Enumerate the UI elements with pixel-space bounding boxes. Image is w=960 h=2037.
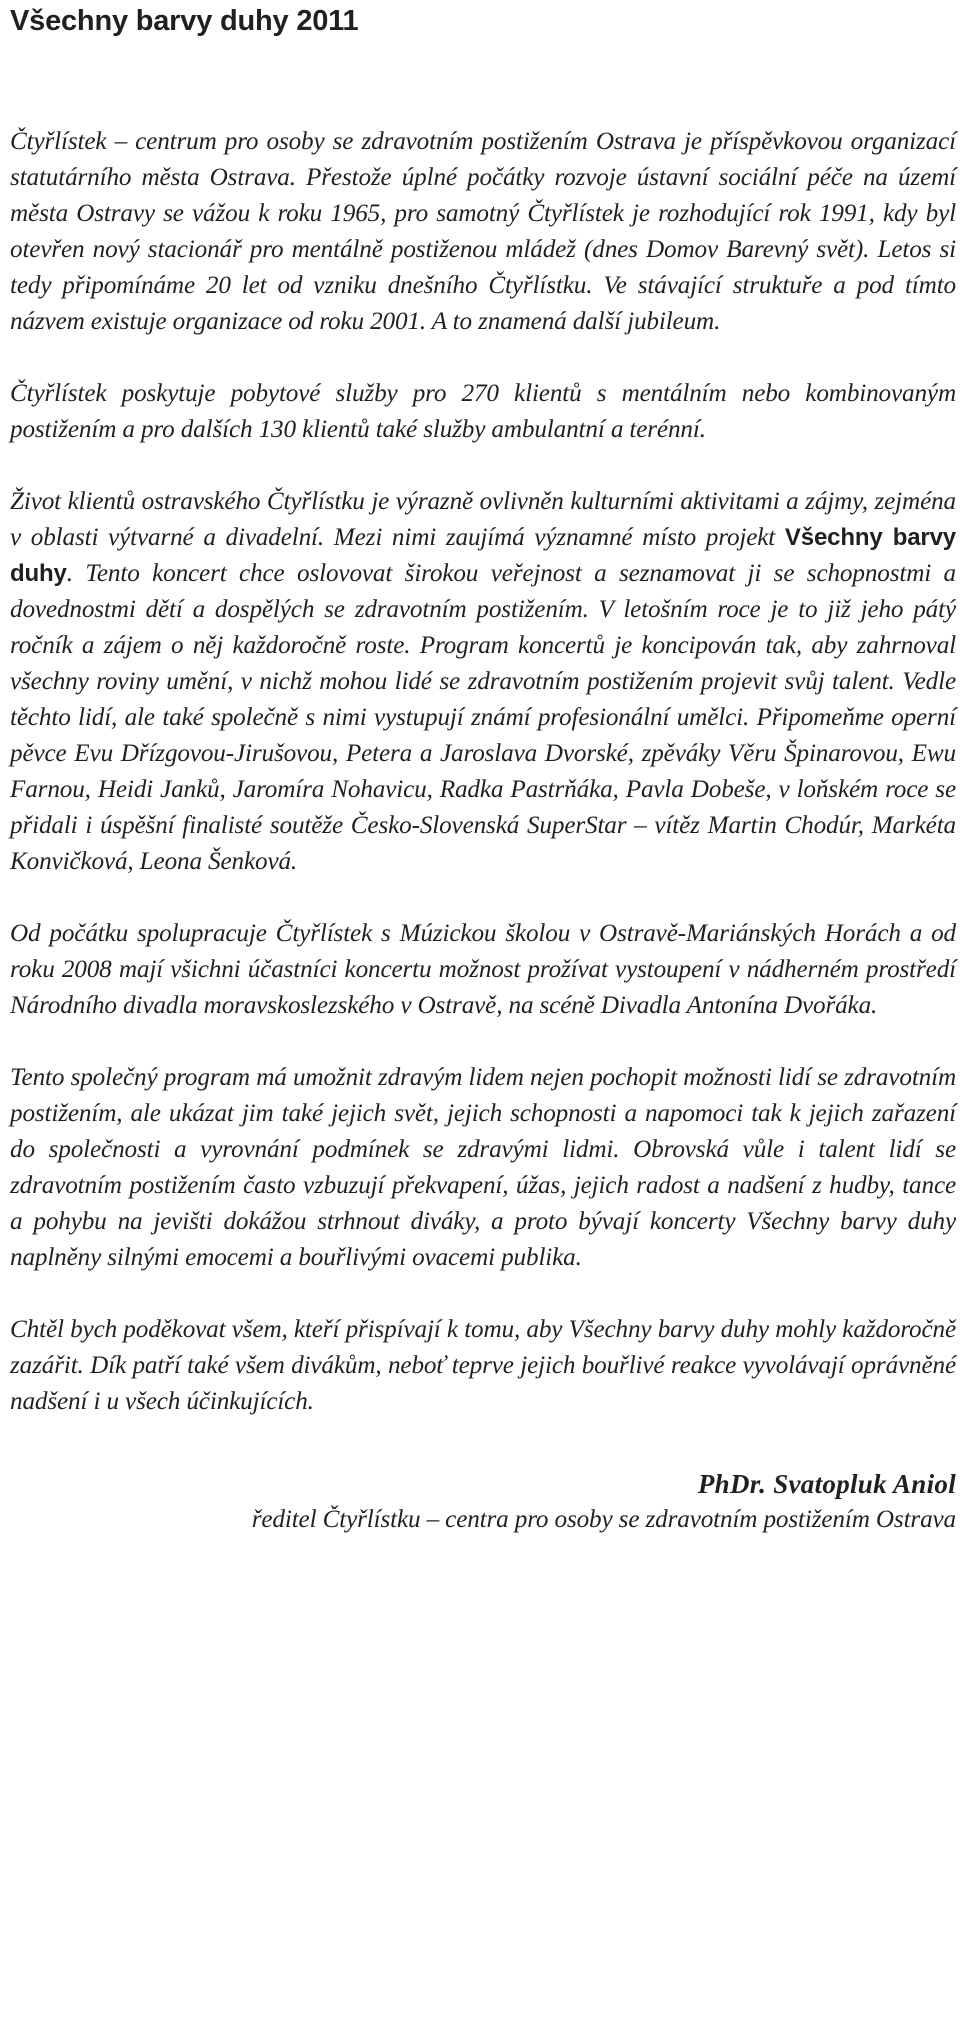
paragraph-concert-intro: Život klientů ostravského Čtyřlístku je výrazně ovlivněn kulturními aktivitami a zájmy, zejména v oblasti výtvarné a divadelní. Mezi nimi zaujímá významné místo projekt (10, 488, 956, 551)
paragraph-services: Čtyřlístek poskytuje pobytové služby pro 270 klientů s mentálním nebo kombinovaným postižením a pro dalších 130 klientů také služby ambulantní a terénní. (10, 380, 956, 443)
paragraph-thanks: Chtěl bych poděkovat všem, kteří přispívají k tomu, aby Všechny barvy duhy mohly každoročně zazářit. Dík patří také všem divákům, neboť teprve jejich bouřlivé reakce vyvolávají oprávněné nadšení i u všech účinkujících. (10, 1316, 956, 1415)
paragraph-concert (10, 484, 956, 880)
paragraph-cooperation: Od počátku spolupracuje Čtyřlístek s Múzickou školou v Ostravě-Mariánských Horách a od roku 2008 mají všichni účastníci koncertu možnost prožívat vystoupení v nádherném prostředí Národního divadla moravskoslezského v Ostravě, na scéně Divadla Antonína Dvořáka. (10, 920, 956, 1019)
paragraph-history: Čtyřlístek – centrum pro osoby se zdravotním postižením Ostrava je příspěvkovou organizací statutárního města Ostrava. Přestože úplné počátky rozvoje ústavní sociální péče na území města Ostravy se vážou k roku 1965, pro samotný Čtyřlístek je rozhodující rok 1991, kdy byl otevřen nový stacionář pro mentálně postiženou mládež (dnes Domov Barevný svět). Letos si tedy připomínáme 20 let od vzniku dnešního Čtyřlístku. Ve stávající struktuře a pod tímto názvem existuje organizace od roku 2001. A to znamená další jubileum. (10, 128, 956, 335)
document-title: Všechny barvy duhy 2011 (10, 5, 359, 37)
signature-name: PhDr. Svatopluk Aniol (697, 1469, 956, 1499)
signature-role: ředitel Čtyřlístku – centra pro osoby se zdravotním postižením Ostrava (251, 1506, 956, 1533)
paragraph-purpose: Tento společný program má umožnit zdravým lidem nejen pochopit možnosti lidí se zdravotním postižením, ale ukázat jim také jejich svět, jejich schopnosti a napomoci tak k jejich zařazení do společnosti a vyrovnání podmínek se zdravými lidmi. Obrovská vůle i talent lidí se zdravotním postižením často vzbuzují překvapení, úžas, jejich radost a nadšení z hudby, tance a pohybu na jevišti dokážou strhnout diváky, a proto bývají koncerty Všechny barvy duhy naplněny silnými emocemi a bouřlivými ovacemi publika. (10, 1064, 956, 1271)
project-name-highlight: Všechny barvy duhy (10, 524, 956, 587)
document-page (10, 0, 956, 1538)
article-body (10, 124, 956, 1420)
paragraph-concert-rest: . Tento koncert chce oslovovat širokou veřejnost a seznamovat ji se schopnostmi a dovednostmi dětí a dospělých se zdravotním postižením. V letošním roce je to již jeho pátý ročník a zájem o něj každoročně roste. Program koncertů je koncipován tak, aby zahrnoval všechny roviny umění, v nichž mohou lidé se zdravotním postižením projevit svůj talent. Vedle těchto lidí, ale také společně s nimi vystupují známí profesionální umělci. Připomeňme operní pěvce Evu Dřízgovou-Jirušovou, Petera a Jaroslava Dvorské, zpěváky Věru Špinarovou, Ewu Farnou, Heidi Janků, Jaromíra Nohavicu, Radka Pastrňáka, Pavla Dobeše, v loňském roce se přidali i úspěšní finalisté soutěže Česko-Slovenská SuperStar – vítěz Martin Chodúr, Markéta Konvičková, Leona Šenková. (10, 560, 956, 875)
